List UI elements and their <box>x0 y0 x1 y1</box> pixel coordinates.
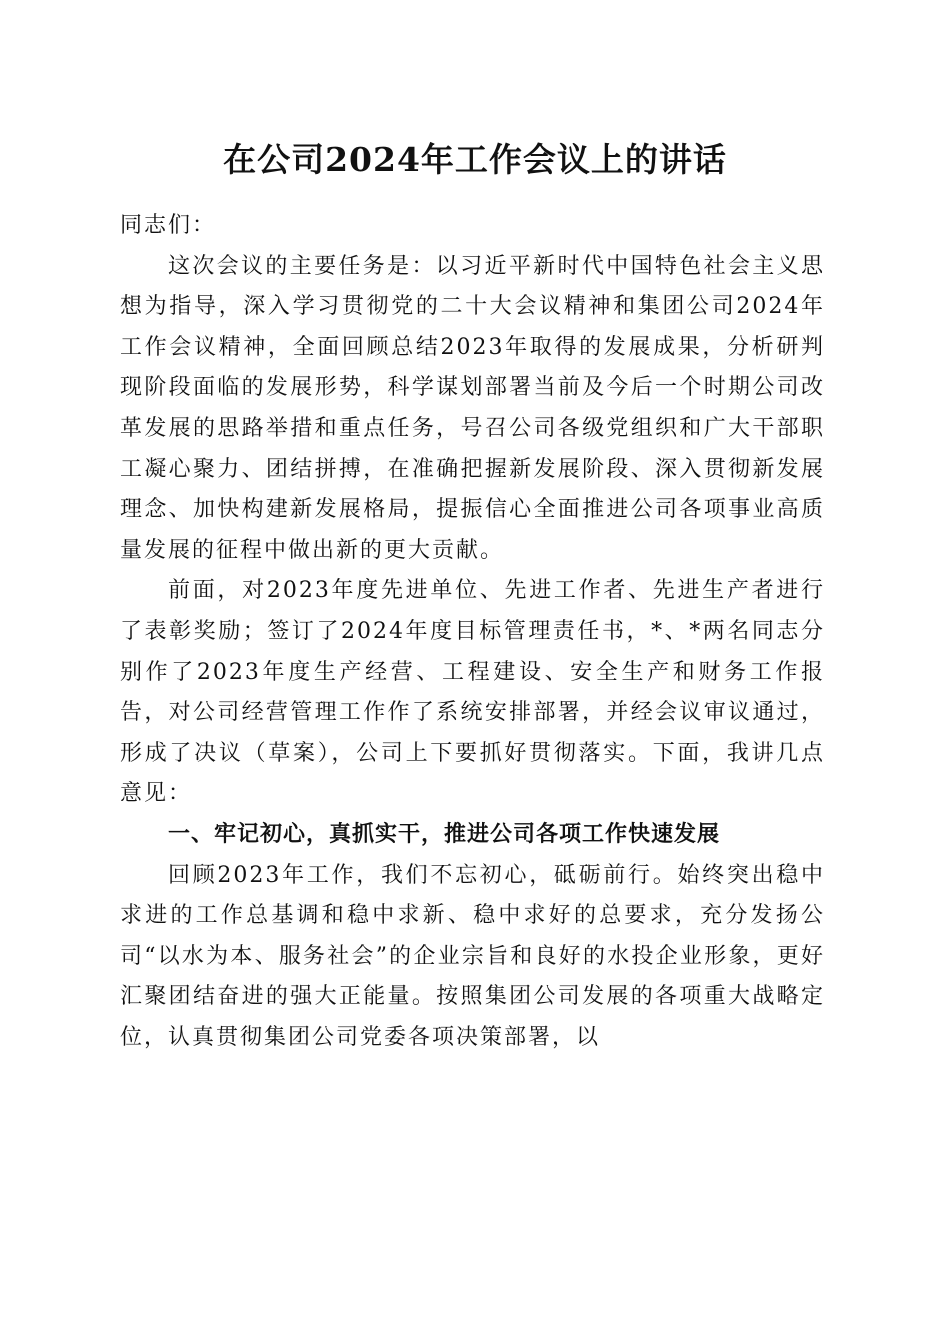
document-title: 在公司2024年工作会议上的讲话 <box>223 140 727 179</box>
paragraph-review-2023: 回顾2023年工作，我们不忘初心，砥砺前行。始终突出稳中求进的工作总基调和稳中求新、稳中求好的总要求，充分发扬公司“以水为本、服务社会”的企业宗旨和良好的水投企业形象，更好汇聚团结奋进的强大正能量。按照集团公司发展的各项重大战略定位，认真贯彻集团公司党委各项决策部署，以 <box>120 862 825 1050</box>
salutation: 同志们： <box>120 213 217 238</box>
document-body <box>120 206 825 1058</box>
paragraph-meeting-tasks: 这次会议的主要任务是：以习近平新时代中国特色社会主义思想为指导，深入学习贯彻党的二十大会议精神和集团公司2024年工作会议精神，全面回顾总结2023年取得的发展成果，分析研判现阶段面临的发展形势，科学谋划部署当前及今后一个时期公司改革发展的思路举措和重点任务，号召公司各级党组织和广大干部职工凝心聚力、团结拼搏，在准确把握新发展阶段、深入贯彻新发展理念、加快构建新发展格局，提振信心全面推进公司各项事业高质量发展的征程中做出新的更大贡献。 <box>120 253 825 563</box>
section-heading: 一、牢记初心，真抓实干，推进公司各项工作快速发展 <box>168 821 721 847</box>
paragraph-recognition: 前面，对2023年度先进单位、先进工作者、先进生产者进行了表彰奖励；签订了2024年度目标管理责任书，*、*两名同志分别作了2023年度生产经营、工程建设、安全生产和财务工作报告，对公司经营管理工作作了系统安排部署，并经会议审议通过，形成了决议（草案），公司上下要抓好贯彻落实。下面，我讲几点意见： <box>120 578 825 807</box>
